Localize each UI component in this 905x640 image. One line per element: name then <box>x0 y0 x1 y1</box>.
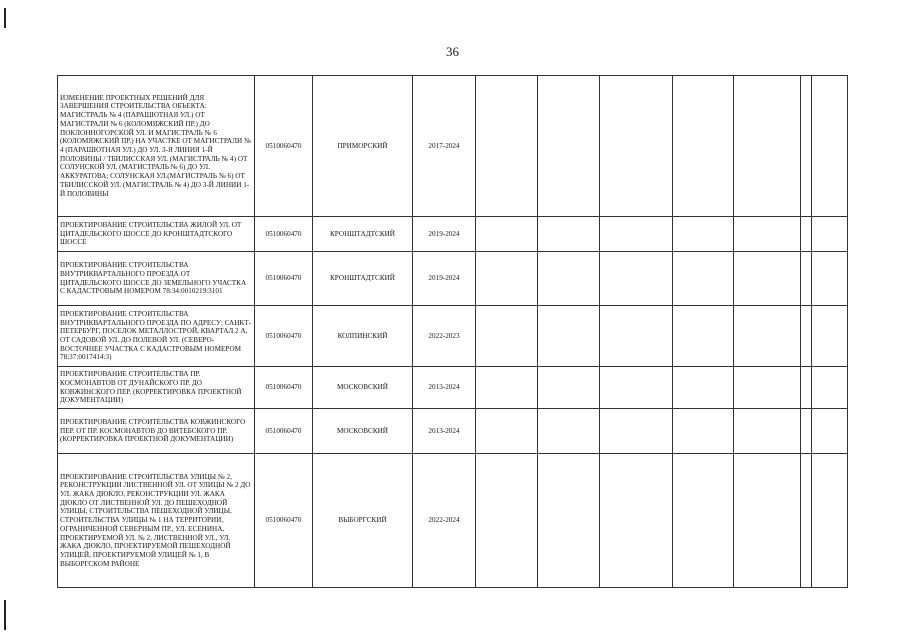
period-cell: 2022-2024 <box>413 454 476 588</box>
empty-cell <box>673 454 734 588</box>
table-row <box>58 76 848 217</box>
period-cell: 2019-2024 <box>413 252 476 306</box>
budget-table <box>57 75 848 588</box>
budget-code-cell: 0510060470 <box>255 76 313 217</box>
empty-cell <box>538 367 600 409</box>
table-row <box>58 217 848 252</box>
table-row <box>58 367 848 409</box>
empty-cell <box>812 252 848 306</box>
empty-cell <box>673 76 734 217</box>
empty-cell <box>538 76 600 217</box>
empty-cell <box>600 217 673 252</box>
empty-cell <box>538 409 600 454</box>
empty-cell <box>538 217 600 252</box>
object-name-cell: ПРОЕКТИРОВАНИЕ СТРОИТЕЛЬСТВА КОВЖИНСКОГО ПЕР. ОТ ПР. КОСМОНАВТОВ ДО ВИТЕБСКОГО ПР. (КОРРЕКТИРОВКА ПРОЕКТНОЙ ДОКУМЕНТАЦИИ) <box>58 409 255 454</box>
empty-cell <box>812 454 848 588</box>
object-name-cell: ПРОЕКТИРОВАНИЕ СТРОИТЕЛЬСТВА ВНУТРИКВАРТАЛЬНОГО ПРОЕЗДА ОТ ЦИТАДЕЛЬСКОГО ШОССЕ ДО ЗЕМЕЛЬНОГО УЧАСТКА С КАДАСТРОВЫМ НОМЕРОМ 78:34:0010219:3101 <box>58 252 255 306</box>
budget-code-cell: 0510060470 <box>255 217 313 252</box>
empty-cell <box>812 217 848 252</box>
empty-cell <box>801 76 812 217</box>
empty-cell <box>812 409 848 454</box>
budget-code-cell: 0510060470 <box>255 409 313 454</box>
empty-cell <box>673 252 734 306</box>
empty-cell <box>734 306 801 367</box>
empty-cell <box>801 217 812 252</box>
empty-cell <box>734 367 801 409</box>
empty-cell <box>734 454 801 588</box>
empty-cell <box>600 409 673 454</box>
empty-cell <box>476 454 538 588</box>
period-cell: 2022-2023 <box>413 306 476 367</box>
budget-code-cell: 0510060470 <box>255 306 313 367</box>
empty-cell <box>734 252 801 306</box>
district-cell: КОЛПИНСКИЙ <box>313 306 413 367</box>
empty-cell <box>600 454 673 588</box>
table-row <box>58 252 848 306</box>
empty-cell <box>538 252 600 306</box>
period-cell: 2013-2024 <box>413 367 476 409</box>
empty-cell <box>600 367 673 409</box>
empty-cell <box>538 306 600 367</box>
empty-cell <box>734 217 801 252</box>
empty-cell <box>673 217 734 252</box>
district-cell: КРОНШТАДТСКИЙ <box>313 217 413 252</box>
table-row <box>58 409 848 454</box>
empty-cell <box>476 306 538 367</box>
empty-cell <box>801 454 812 588</box>
empty-cell <box>801 306 812 367</box>
empty-cell <box>476 409 538 454</box>
district-cell: ВЫБОРГСКИЙ <box>313 454 413 588</box>
period-cell: 2013-2024 <box>413 409 476 454</box>
object-name-cell: ПРОЕКТИРОВАНИЕ СТРОИТЕЛЬСТВА ПР. КОСМОНАВТОВ ОТ ДУНАЙСКОГО ПР. ДО КОВЖИНСКОГО ПЕР. (КОРРЕКТИРОВКА ПРОЕКТНОЙ ДОКУМЕНТАЦИИ) <box>58 367 255 409</box>
object-name-cell: ПРОЕКТИРОВАНИЕ СТРОИТЕЛЬСТВА ЖИЛОЙ УЛ. ОТ ЦИТАДЕЛЬСКОГО ШОССЕ ДО КРОНШТАДТСКОГО ШОССЕ <box>58 217 255 252</box>
object-name-cell: ПРОЕКТИРОВАНИЕ СТРОИТЕЛЬСТВА ВНУТРИКВАРТАЛЬНОГО ПРОЕЗДА ПО АДРЕСУ: САНКТ-ПЕТЕРБУРГ, ПОСЕЛОК МЕТАЛЛОСТРОЙ, КВАРТАЛ 2 А, ОТ САДОВОЙ УЛ. ДО ПОЛЕВОЙ УЛ. (СЕВЕРО-ВОСТОЧНЕЕ УЧАСТКА С КАДАСТРОВЫМ НОМЕРОМ 78:37:0017414:3) <box>58 306 255 367</box>
empty-cell <box>801 252 812 306</box>
scan-edge-top <box>4 8 6 28</box>
empty-cell <box>734 409 801 454</box>
empty-cell <box>801 409 812 454</box>
budget-code-cell: 0510060470 <box>255 252 313 306</box>
empty-cell <box>600 306 673 367</box>
district-cell: КРОНШТАДТСКИЙ <box>313 252 413 306</box>
table-row <box>58 454 848 588</box>
empty-cell <box>538 454 600 588</box>
empty-cell <box>801 367 812 409</box>
scan-edge-bottom <box>4 600 6 630</box>
empty-cell <box>673 409 734 454</box>
empty-cell <box>600 252 673 306</box>
district-cell: МОСКОВСКИЙ <box>313 409 413 454</box>
empty-cell <box>812 76 848 217</box>
empty-cell <box>476 76 538 217</box>
table-row <box>58 306 848 367</box>
empty-cell <box>476 252 538 306</box>
budget-code-cell: 0510060470 <box>255 454 313 588</box>
empty-cell <box>812 306 848 367</box>
empty-cell <box>812 367 848 409</box>
empty-cell <box>673 367 734 409</box>
period-cell: 2019-2024 <box>413 217 476 252</box>
budget-code-cell: 0510060470 <box>255 367 313 409</box>
empty-cell <box>600 76 673 217</box>
empty-cell <box>734 76 801 217</box>
district-cell: ПРИМОРСКИЙ <box>313 76 413 217</box>
district-cell: МОСКОВСКИЙ <box>313 367 413 409</box>
empty-cell <box>673 306 734 367</box>
period-cell: 2017-2024 <box>413 76 476 217</box>
empty-cell <box>476 217 538 252</box>
empty-cell <box>476 367 538 409</box>
object-name-cell: ИЗМЕНЕНИЕ ПРОЕКТНЫХ РЕШЕНИЙ ДЛЯ ЗАВЕРШЕНИЯ СТРОИТЕЛЬСТВА ОБЪЕКТА: МАГИСТРАЛЬ № 4 (ПАРАШЮТНАЯ УЛ.) ОТ МАГИСТРАЛИ № 6 (КОЛОМЯЖСКИЙ ПР.) ДО ПОКЛОННОГОРСКОЙ УЛ. И МАГИСТРАЛЬ № 6 (КОЛОМЯЖСКИЙ ПР.) НА УЧАСТКЕ ОТ МАГИСТРАЛИ № 4 (ПАРАШЮТНАЯ УЛ.) ДО УЛ. 3-Я ЛИНИЯ 1-Й ПОЛОВИНЫ / ТБИЛИССКАЯ УЛ. (МАГИСТРАЛЬ № 4) ОТ СОЛУНСКОЙ УЛ. (МАГИСТРАЛЬ № 6) ДО УЛ. АККУРАТОВА; СОЛУНСКАЯ УЛ.(МАГИСТРАЛЬ № 6) ОТ ТБИЛИССКОЙ УЛ. (МАГИСТРАЛЬ № 4) ДО 3-Й ЛИНИИ 1-Й ПОЛОВИНЫ <box>58 76 255 217</box>
page-number: 36 <box>446 44 459 59</box>
object-name-cell: ПРОЕКТИРОВАНИЕ СТРОИТЕЛЬСТВА УЛИЦЫ № 2, РЕКОНСТРУКЦИИ ЛИСТВЕННОЙ УЛ. ОТ УЛИЦЫ № 2 ДО УЛ. ЖАКА ДЮКЛО, РЕКОНСТРУКЦИИ УЛ. ЖАКА ДЮКЛО ОТ ЛИСТВЕННОЙ УЛ. ДО ПЕШЕХОДНОЙ УЛИЦЫ, СТРОИТЕЛЬСТВА ПЕШЕХОДНОЙ УЛИЦЫ, СТРОИТЕЛЬСТВА УЛИЦЫ № 1 НА ТЕРРИТОРИИ, ОГРАНИЧЕННОЙ СЕВЕРНЫМ ПР., УЛ. ЕСЕНИНА, ПРОЕКТИРУЕМОЙ УЛ. № 2, ЛИСТВЕННОЙ УЛ., УЛ. ЖАКА ДЮКЛО, ПРОЕКТИРУЕМОЙ ПЕШЕХОДНОЙ УЛИЦЕЙ, ПРОЕКТИРУЕМОЙ УЛИЦЕЙ № 1, В ВЫБОРГСКОМ РАЙОНЕ <box>58 454 255 588</box>
